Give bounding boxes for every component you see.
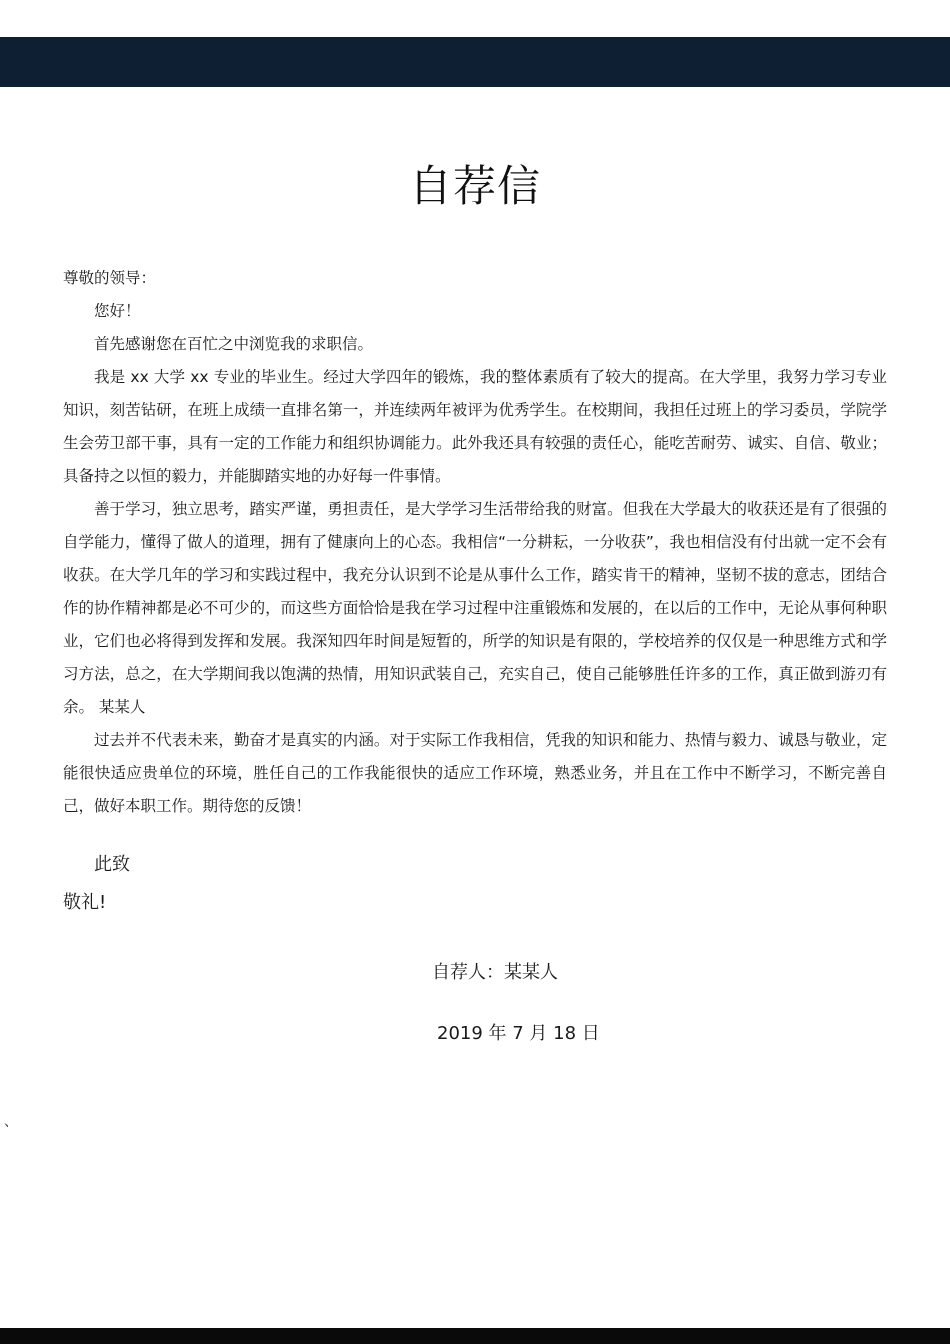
- paragraph-introduction: 我是 xx 大学 xx 专业的毕业生。经过大学四年的锻炼，我的整体素质有了较大的提高。在大学里，我努力学习专业知识，刻苦钻研，在班上成绩一直排名第一，并连续两年被评为优秀学生。在校期间，我担任过班上的学习委员，学院学生会劳卫部干事，具有一定的工作能力和组织协调能力。此外我还具有较强的责任心，能吃苦耐劳、诚实、自信、敬业；具备持之以恒的毅力，并能脚踏实地的办好每一件事情。: [63, 368, 887, 485]
- paragraph-outlook: 过去并不代表未来，勤奋才是真实的内涵。对于实际工作我相信，凭我的知识和能力、热情与毅力、诚恳与敬业，定能很快适应贵单位的环境，胜任自己的工作我能很快的适应工作环境，熟悉业务，并且在工作中不断学习，不断完善自己，做好本职工作。期待您的反馈！: [63, 731, 887, 815]
- stray-mark: 、: [4, 1114, 18, 1130]
- paragraph-greeting: 您好！: [94, 302, 141, 320]
- closing-block: [63, 846, 130, 922]
- header-bar: [0, 37, 950, 87]
- paragraph-thanks: 首先感谢您在百忙之中浏览我的求职信。: [94, 335, 374, 353]
- letter-body: [63, 262, 887, 823]
- signature: 自荐人：某某人: [432, 962, 558, 983]
- letter-date: 2019 年 7 月 18 日: [437, 1023, 600, 1044]
- closing-zhici: 此致: [94, 854, 130, 875]
- footer-bar: [0, 1328, 950, 1344]
- salutation: 尊敬的领导：: [63, 269, 157, 287]
- document-title: 自荐信: [409, 162, 541, 212]
- paragraph-learning: 善于学习，独立思考，踏实严谨，勇担责任，是大学学习生活带给我的财富。但我在大学最大的收获还是有了很强的自学能力，懂得了做人的道理，拥有了健康向上的心态。我相信“一分耕耘，一分收获”，我也相信没有付出就一定不会有收获。在大学几年的学习和实践过程中，我充分认识到不论是从事什么工作，踏实肯干的精神，坚韧不拔的意志，团结合作的协作精神都是必不可少的，而这些方面恰恰是我在学习过程中注重锻炼和发展的，在以后的工作中，无论从事何种职业，它们也必将得到发挥和发展。我深知四年时间是短暂的，所学的知识是有限的，学校培养的仅仅是一种思维方式和学习方法，总之，在大学期间我以饱满的热情，用知识武装自己，充实自己，使自己能够胜任许多的工作，真正做到游刃有余。 某某人: [63, 500, 887, 716]
- closing-jingli: 敬礼!: [63, 892, 107, 913]
